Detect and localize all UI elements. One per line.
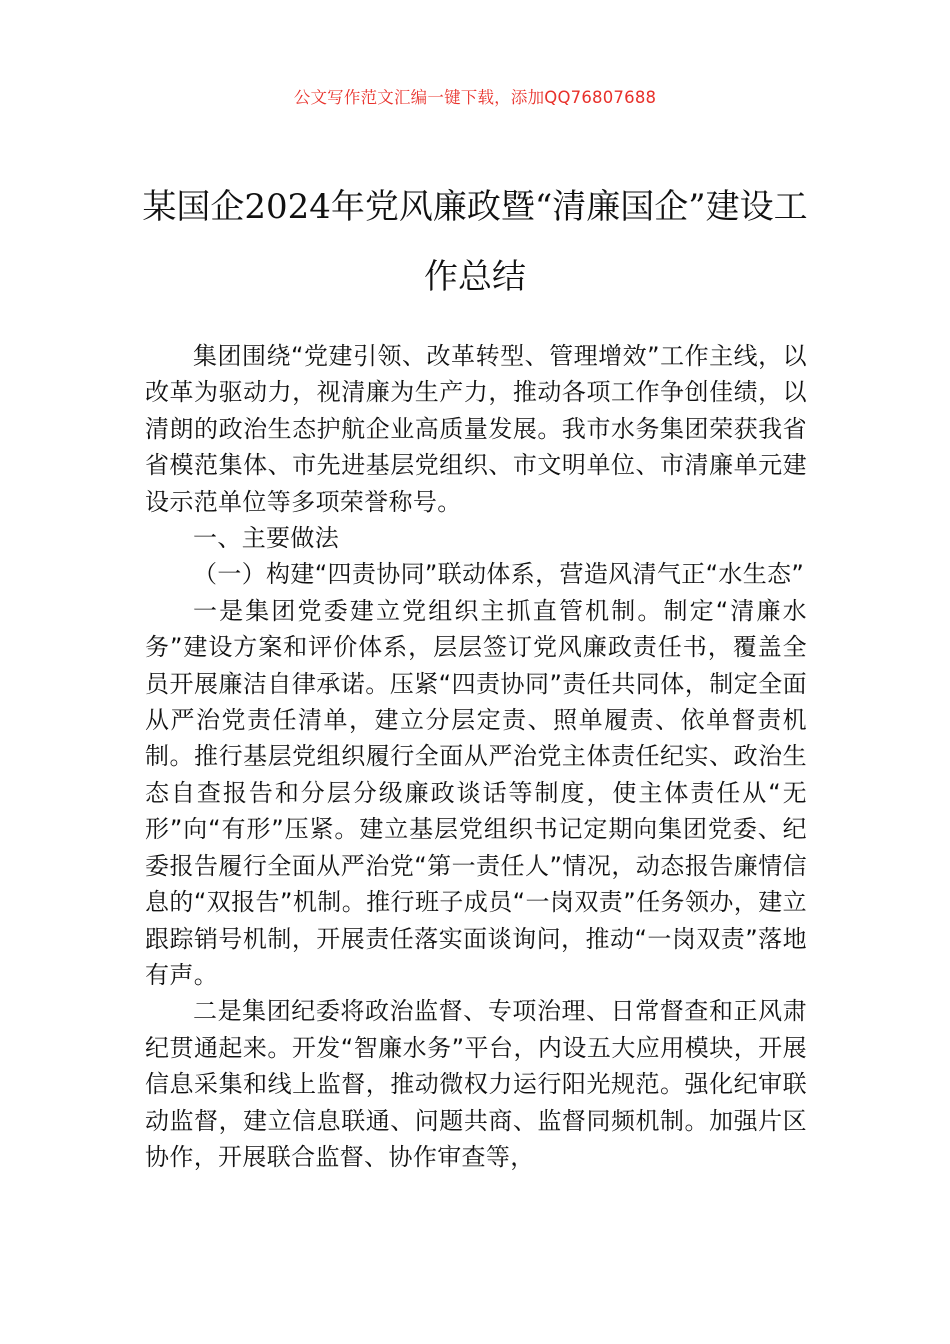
- paragraph-intro: 集团围绕“党建引领、改革转型、管理增效”工作主线，以改革为驱动力，视清廉为生产力，推动各项工作争创佳绩，以清朗的政治生态护航企业高质量发展。我市水务集团荣获我省省模范集体、市先进基层党组织、市文明单位、市清廉单元建设示范单位等多项荣誉称号。: [145, 342, 807, 516]
- subsection-heading-1: （一）构建“四责协同”联动体系，营造风清气正“水生态”: [193, 560, 805, 589]
- section-heading-main-practices: 一、主要做法: [193, 524, 340, 553]
- watermark-text: 公文写作范文汇编一键下载，添加QQ76807688: [293, 88, 657, 107]
- paragraph-point-1: 一是集团党委建立党组织主抓直管机制。制定“清廉水务”建设方案和评价体系，层层签订党风廉政责任书，覆盖全员开展廉洁自律承诺。压紧“四责协同”责任共同体，制定全面从严治党责任清单，建立分层定责、照单履责、依单督责机制。推行基层党组织履行全面从严治党主体责任纪实、政治生态自查报告和分层分级廉政谈话等制度，使主体责任从“无形”向“有形”压紧。建立基层党组织书记定期向集团党委、纪委报告履行全面从严治党“第一责任人”情况，动态报告廉情信息的“双报告”机制。推行班子成员“一岗双责”任务领办，建立跟踪销号机制，开展责任落实面谈询问，推动“一岗双责”落地有声。: [145, 596, 807, 989]
- document-body: [145, 338, 807, 1175]
- paragraph-point-2: 二是集团纪委将政治监督、专项治理、日常督查和正风肃纪贯通起来。开发“智廉水务”平台，内设五大应用模块，开展信息采集和线上监督，推动微权力运行阳光规范。强化纪审联动监督，建立信息联通、问题共商、监督同频机制。加强片区协作，开展联合监督、协作审查等，: [145, 997, 807, 1171]
- document-title: 某国企2024年党风廉政暨“清廉国企”建设工作总结: [142, 187, 808, 297]
